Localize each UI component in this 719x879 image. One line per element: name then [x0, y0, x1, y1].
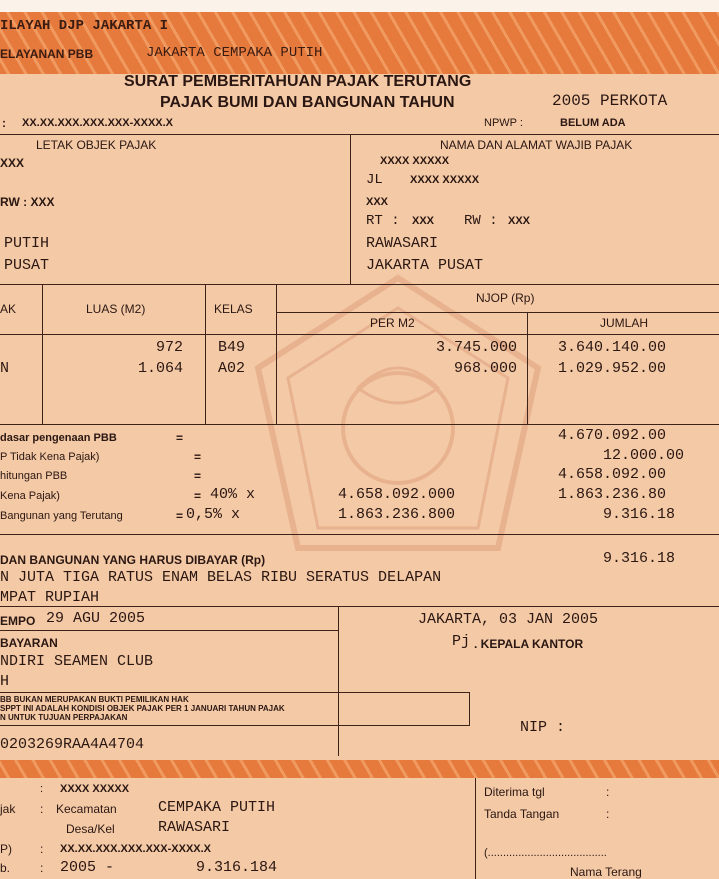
rule [276, 284, 277, 424]
table-cell-first: N [0, 360, 10, 377]
receipt-kecamatan: CEMPAKA PUTIH [158, 799, 276, 816]
document-title: SURAT PEMBERITAHUAN PAJAK TERUTANG [124, 73, 472, 90]
kelurahan: RAWASARI [366, 235, 439, 252]
rule [0, 534, 719, 535]
receipt-colon: : [40, 802, 44, 816]
location-line: PUSAT [4, 257, 50, 274]
sign-city-date: JAKARTA, 03 JAN 2005 [418, 611, 599, 628]
receipt-label: b. [0, 861, 11, 875]
calc-base: 1.863.236.800 [338, 506, 456, 523]
calc-label: P Tidak Kena Pajak) [0, 451, 100, 463]
rt-value: XXX [412, 215, 435, 227]
calc-value: 9.316.18 [603, 506, 676, 523]
notice-line: SPPT INI ADALAH KONDISI OBJEK PAJAK PER 1 JANUARI TAHUN PAJAK [0, 704, 285, 713]
rw-label: RW : [464, 213, 498, 229]
sign-pj: Pj [452, 633, 471, 650]
name-label: Nama Terang [570, 865, 642, 879]
signature-label: Tanda Tangan [484, 807, 560, 821]
calc-value: 1.863.236.80 [558, 486, 667, 503]
table-cell-kelas: B49 [218, 339, 246, 356]
received-date-label: Diterima tgl [484, 785, 545, 799]
receipt-label: jak [0, 802, 16, 816]
receipt-label: P) [0, 842, 12, 856]
calc-rate: 40% x [210, 486, 256, 503]
taxpayer-heading: NAMA DAN ALAMAT WAJIB PAJAK [440, 138, 633, 152]
rule [350, 134, 351, 284]
year-type: 2005 PERKOTA [552, 92, 668, 110]
service-value: JAKARTA CEMPAKA PUTIH [146, 45, 323, 61]
rule [205, 284, 206, 424]
table-cell-jumlah: 1.029.952.00 [558, 360, 667, 377]
name-dots: (....................................... [484, 847, 607, 859]
rule [0, 284, 719, 285]
calc-value: 4.658.092.00 [558, 466, 667, 483]
address-line: XXX [366, 196, 389, 208]
location-heading: LETAK OBJEK PAJAK [36, 138, 157, 152]
due-date: 29 AGU 2005 [46, 610, 146, 627]
payment-place: NDIRI SEAMEN CLUB [0, 653, 154, 670]
sign-role: . KEPALA KANTOR [474, 637, 584, 651]
payable-label: DAN BANGUNAN YANG HARUS DIBAYAR (Rp) [0, 553, 266, 567]
calc-label: Bangunan yang Terutang [0, 510, 123, 522]
location-line: PUTIH [4, 235, 50, 252]
table-header: LUAS (M2) [86, 302, 146, 316]
rule [475, 778, 476, 879]
document-subtitle: PAJAK BUMI DAN BANGUNAN TAHUN [160, 94, 455, 111]
street-prefix: JL [366, 172, 383, 188]
calc-sign: = [176, 509, 184, 523]
nop-colon: : [2, 116, 6, 130]
calc-sign: = [194, 469, 202, 483]
calc-base: 4.658.092.000 [338, 486, 456, 503]
table-cell-luas: 1.064 [137, 360, 183, 377]
table-cell-jumlah: 3.640.140.00 [558, 339, 667, 356]
rule [0, 134, 719, 135]
calc-label: dasar pengenaan PBB [0, 432, 117, 444]
table-cell-kelas: A02 [218, 360, 246, 377]
due-label: EMPO [0, 614, 36, 628]
nop-value: XX.XX.XXX.XXX.XXX-XXXX.X [22, 117, 174, 129]
amount-words: N JUTA TIGA RATUS ENAM BELAS RIBU SERATUS DELAPAN [0, 569, 442, 586]
receipt-nop: XX.XX.XXX.XXX.XXX-XXXX.X [60, 843, 212, 855]
rule [338, 606, 339, 756]
location-line: RW : XXX [0, 195, 55, 209]
service-label: ELAYANAN PBB [0, 47, 94, 61]
payable-value: 9.316.18 [603, 550, 676, 567]
rule [0, 334, 719, 335]
calc-label: Kena Pajak) [0, 490, 60, 502]
table-cell-per-m2: 3.745.000 [435, 339, 517, 356]
notice-line: N UNTUK TUJUAN PERPAJAKAN [0, 713, 128, 722]
receipt-name: XXXX XXXXX [60, 783, 130, 795]
calc-sign: = [194, 450, 202, 464]
calc-rate: 0,5% x [186, 506, 241, 523]
rt-label: RT : [366, 213, 400, 229]
taxpayer-name: XXXX XXXXX [380, 155, 450, 167]
top-margin [0, 0, 719, 12]
calc-label: hitungan PBB [0, 470, 68, 482]
receipt-desa: RAWASARI [158, 819, 231, 836]
npwp-value: BELUM ADA [560, 117, 626, 129]
nip-label: NIP : [520, 719, 566, 736]
calc-value: 12.000.00 [603, 447, 685, 464]
receipt-year: 2005 - [60, 859, 115, 876]
calc-sign: = [194, 489, 202, 503]
table-header: NJOP (Rp) [476, 291, 535, 305]
receipt-sub: Desa/Kel [66, 822, 115, 836]
table-cell-per-m2: 968.000 [453, 360, 517, 377]
office-line: ILAYAH DJP JAKARTA I [0, 18, 169, 34]
tear-band [0, 760, 719, 778]
table-cell-luas: 972 [155, 339, 183, 356]
rule [0, 630, 338, 631]
signature-colon: : [606, 807, 610, 821]
location-line: XXX [0, 156, 25, 170]
table-header: AK [0, 302, 17, 316]
payment-place-label: BAYARAN [0, 636, 58, 650]
notice-line: BB BUKAN MERUPAKAN BUKTI PEMILIKAN HAK [0, 695, 189, 704]
rule [42, 284, 43, 424]
calc-sign: = [176, 431, 184, 445]
received-colon: : [606, 785, 610, 799]
document-code: 0203269RAA4A4704 [0, 736, 145, 753]
receipt-sub: Kecamatan [56, 802, 117, 816]
rule [276, 312, 719, 313]
calc-value: 4.670.092.00 [558, 427, 667, 444]
rule [0, 606, 719, 607]
receipt-amount: 9.316.184 [196, 859, 278, 876]
amount-words: MPAT RUPIAH [0, 589, 100, 606]
rule [0, 424, 719, 425]
rule [527, 312, 528, 424]
payment-place: H [0, 673, 10, 690]
street: XXXX XXXXX [410, 174, 480, 186]
table-header: KELAS [214, 302, 253, 316]
table-header: PER M2 [370, 316, 415, 330]
receipt-colon: : [40, 861, 44, 875]
rw-value: XXX [508, 215, 531, 227]
table-header: JUMLAH [600, 316, 649, 330]
receipt-colon: : [40, 842, 44, 856]
city: JAKARTA PUSAT [366, 257, 484, 274]
receipt-colon: : [40, 783, 44, 795]
npwp-label: NPWP : [484, 117, 523, 129]
